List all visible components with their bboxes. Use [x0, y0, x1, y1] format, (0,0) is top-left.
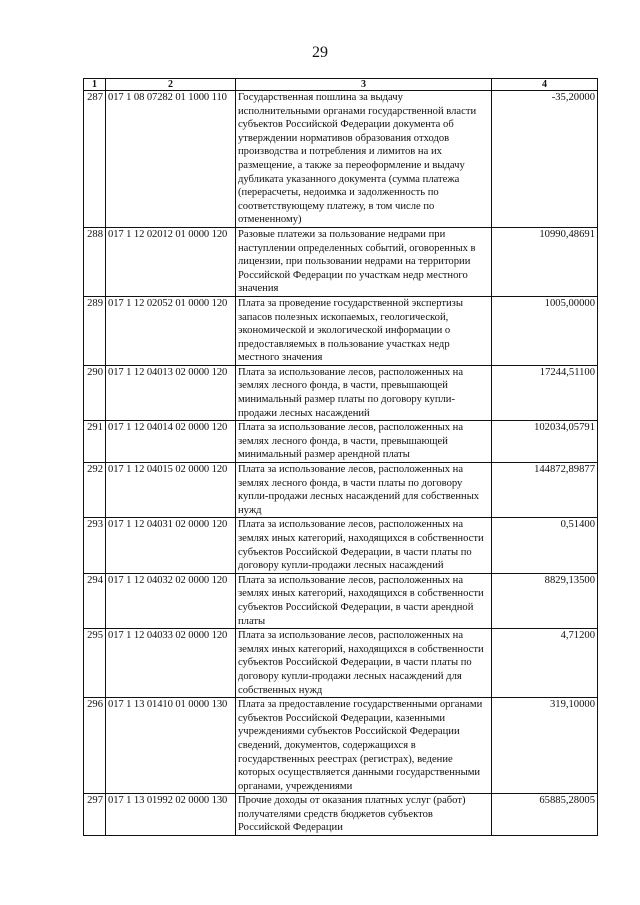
row-number: 292: [84, 463, 106, 518]
description-line: купли-продажи лесных насаждений для собственных: [238, 491, 480, 503]
row-number: 288: [84, 227, 106, 296]
description-line: запасов полезных ископаемых, геологической,: [238, 311, 449, 323]
description-line: Государственная пошлина за выдачу: [238, 92, 403, 103]
amount: 102034,05791: [492, 421, 598, 463]
row-number: 296: [84, 698, 106, 794]
budget-code: 017 1 12 04032 02 0000 120: [106, 573, 236, 628]
description-line: платы: [238, 615, 266, 627]
amount: 319,10000: [492, 698, 598, 794]
description-line: получателями средств бюджетов субъектов: [238, 808, 433, 820]
description-line: субъектов Российской Федерации, в части арендной: [238, 601, 474, 613]
table-row: [84, 227, 598, 296]
description-line: Плата за проведение государственной экспертизы: [238, 297, 463, 309]
description-line: договору купли-продажи лесных насаждений: [238, 560, 444, 572]
row-number: 297: [84, 794, 106, 836]
description-line: Плата за использование лесов, расположенных на: [238, 519, 464, 531]
description-line: минимальный размер платы по договору купли-: [238, 394, 455, 406]
revenue-description: [236, 698, 492, 794]
description-line: Плата за использование лесов, расположенных на: [238, 630, 464, 642]
column-header-4: 4: [492, 79, 598, 91]
column-header-3: 3: [236, 79, 492, 91]
description-line: которых осуществляется данными государственными: [238, 767, 481, 779]
revenue-table: [83, 78, 598, 836]
amount: 10990,48691: [492, 227, 598, 296]
table-body: [84, 91, 598, 836]
description-line: субъектов Российской Федерации, в части платы по: [238, 657, 472, 669]
description-line: договору купли-продажи лесных насаждений для: [238, 670, 462, 682]
description-line: субъектов Российской Федерации документа об: [238, 119, 454, 131]
budget-code: 017 1 12 02052 01 0000 120: [106, 296, 236, 365]
description-line: землях иных категорий, находящихся в собственности: [238, 588, 484, 600]
description-line: Российской Федерации: [238, 822, 343, 834]
revenue-description: [236, 629, 492, 698]
table-row: [84, 794, 598, 836]
budget-code: 017 1 12 04031 02 0000 120: [106, 518, 236, 573]
description-line: сведений, документов, содержащихся в: [238, 739, 416, 751]
description-line: продажи лесных насаждений: [238, 407, 370, 419]
revenue-description: [236, 421, 492, 463]
budget-code: 017 1 12 04013 02 0000 120: [106, 365, 236, 420]
row-number: 291: [84, 421, 106, 463]
table-row: [84, 629, 598, 698]
description-line: отмененному): [238, 214, 302, 226]
description-line: Плата за использование лесов, расположенных на: [238, 366, 464, 378]
table-row: [84, 365, 598, 420]
row-number: 293: [84, 518, 106, 573]
revenue-description: [236, 518, 492, 573]
description-line: Прочие доходы от оказания платных услуг (работ): [238, 795, 466, 807]
amount: 0,51400: [492, 518, 598, 573]
column-header-1: 1: [84, 79, 106, 91]
description-line: нужд: [238, 504, 262, 516]
budget-code: 017 1 13 01992 02 0000 130: [106, 794, 236, 836]
description-line: собственных нужд: [238, 684, 323, 696]
revenue-description: [236, 91, 492, 228]
table-row: [84, 518, 598, 573]
description-line: исполнительными органами государственной власти: [238, 105, 477, 117]
description-line: предоставляемых в пользование участках недр: [238, 338, 450, 350]
description-line: учреждениями субъектов Российской Федерации: [238, 726, 460, 738]
description-line: значения: [238, 283, 279, 295]
description-line: утверждении нормативов образования отходов: [238, 132, 450, 144]
description-line: размещение, а также за переоформление и выдачу: [238, 159, 465, 171]
budget-code: 017 1 12 04015 02 0000 120: [106, 463, 236, 518]
amount: 65885,28005: [492, 794, 598, 836]
description-line: экономической и экологической информации о: [238, 325, 451, 337]
amount: 8829,13500: [492, 573, 598, 628]
row-number: 289: [84, 296, 106, 365]
budget-code: 017 1 08 07282 01 1000 110: [106, 91, 236, 228]
revenue-description: [236, 227, 492, 296]
row-number: 287: [84, 91, 106, 228]
amount: 144872,89877: [492, 463, 598, 518]
budget-code: 017 1 12 04014 02 0000 120: [106, 421, 236, 463]
description-line: Плата за использование лесов, расположенных на: [238, 464, 464, 476]
description-line: органами, учреждениями: [238, 780, 353, 792]
description-line: Разовые платежи за пользование недрами при: [238, 228, 446, 240]
amount: 17244,51100: [492, 365, 598, 420]
revenue-description: [236, 794, 492, 836]
amount: 4,71200: [492, 629, 598, 698]
description-line: землях лесного фонда, в части, превышающей: [238, 435, 448, 447]
description-line: субъектов Российской Федерации, казенными: [238, 712, 446, 724]
description-line: дубликата указанного документа (сумма платежа: [238, 173, 460, 185]
table-row: [84, 91, 598, 228]
table-row: [84, 573, 598, 628]
row-number: 294: [84, 573, 106, 628]
table-row: [84, 463, 598, 518]
budget-code: 017 1 13 01410 01 0000 130: [106, 698, 236, 794]
description-line: Российской Федерации по участкам недр местного: [238, 269, 468, 281]
column-header-2: 2: [106, 79, 236, 91]
description-line: местного значения: [238, 352, 323, 364]
description-line: субъектов Российской Федерации, в части платы по: [238, 546, 472, 558]
description-line: минимальный размер арендной платы: [238, 449, 410, 461]
table-header-row: [84, 79, 598, 91]
amount: 1005,00000: [492, 296, 598, 365]
revenue-description: [236, 573, 492, 628]
revenue-description: [236, 296, 492, 365]
description-line: землях лесного фонда, в части, превышающей: [238, 380, 448, 392]
description-line: землях лесного фонда, в части платы по договору: [238, 477, 463, 489]
revenue-description: [236, 463, 492, 518]
amount: -35,20000: [492, 91, 598, 228]
description-line: соответствующему платежу, в том числе по: [238, 200, 435, 212]
revenue-description: [236, 365, 492, 420]
budget-code: 017 1 12 04033 02 0000 120: [106, 629, 236, 698]
page-number: 29: [312, 44, 328, 61]
description-line: Плата за использование лесов, расположенных на: [238, 422, 464, 434]
description-line: государственных реестрах (регистрах), ведение: [238, 753, 453, 765]
description-line: землях иных категорий, находящихся в собственности: [238, 643, 484, 655]
description-line: производства и потребления и лимитов на их: [238, 146, 442, 158]
description-line: (перерасчеты, недоимка и задолженность по: [238, 187, 439, 199]
description-line: лицензии, при пользовании недрами на территории: [238, 256, 471, 268]
table-row: [84, 296, 598, 365]
description-line: землях иных категорий, находящихся в собственности: [238, 533, 484, 544]
budget-code: 017 1 12 02012 01 0000 120: [106, 227, 236, 296]
description-line: Плата за предоставление государственными органами: [238, 699, 483, 711]
row-number: 290: [84, 365, 106, 420]
table-row: [84, 421, 598, 463]
row-number: 295: [84, 629, 106, 698]
description-line: Плата за использование лесов, расположенных на: [238, 574, 464, 586]
table-row: [84, 698, 598, 794]
description-line: наступлении определенных событий, оговоренных в: [238, 242, 476, 254]
